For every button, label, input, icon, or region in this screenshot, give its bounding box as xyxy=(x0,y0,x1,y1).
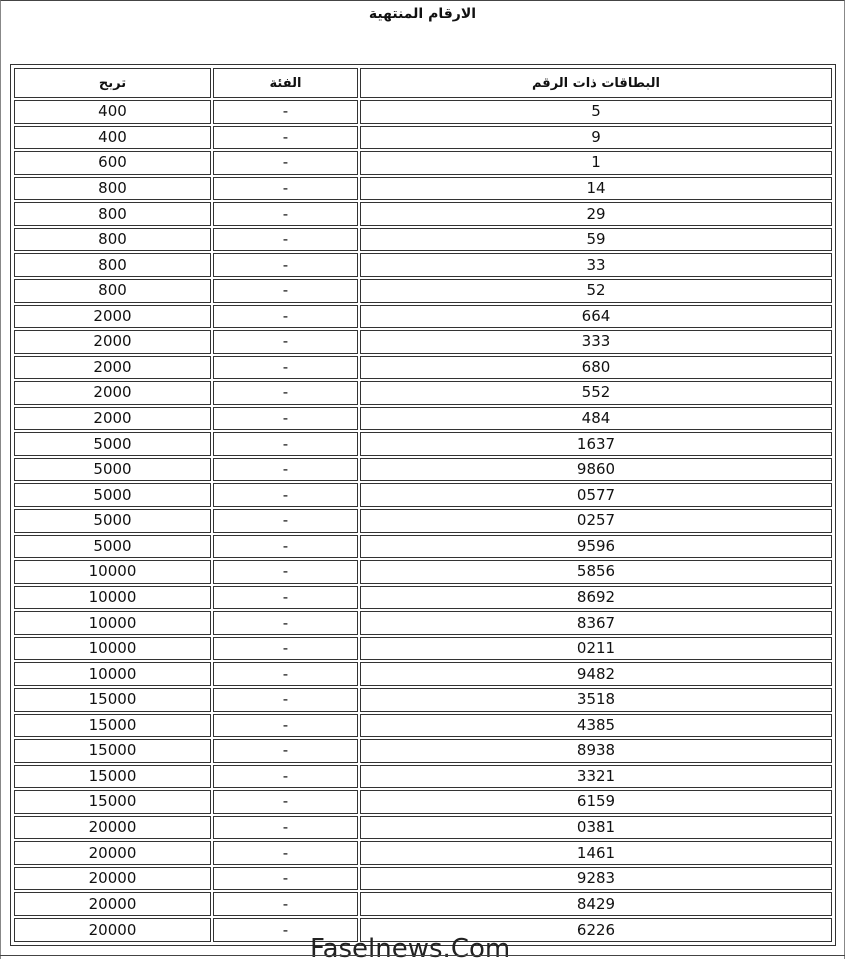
category-cell: - xyxy=(213,253,358,277)
prize-cell: 2000 xyxy=(14,381,211,405)
category-cell: - xyxy=(213,407,358,431)
prize-cell: 800 xyxy=(14,228,211,252)
table-row xyxy=(14,765,832,789)
card-number-cell: 4385 xyxy=(360,714,832,738)
prize-cell: 5000 xyxy=(14,458,211,482)
table-row xyxy=(14,816,832,840)
card-number-cell: 14 xyxy=(360,177,832,201)
card-number-cell: 1 xyxy=(360,151,832,175)
category-cell: - xyxy=(213,509,358,533)
category-cell: - xyxy=(213,535,358,559)
card-number-cell: 0577 xyxy=(360,483,832,507)
table-row xyxy=(14,458,832,482)
table-row xyxy=(14,688,832,712)
table-row xyxy=(14,356,832,380)
prize-cell: 2000 xyxy=(14,330,211,354)
prize-cell: 2000 xyxy=(14,407,211,431)
table-row xyxy=(14,586,832,610)
card-number-cell: 9860 xyxy=(360,458,832,482)
category-cell: - xyxy=(213,662,358,686)
table-row xyxy=(14,100,832,124)
card-number-cell: 9 xyxy=(360,126,832,150)
category-cell: - xyxy=(213,841,358,865)
card-number-cell: 8429 xyxy=(360,892,832,916)
table-row xyxy=(14,841,832,865)
card-number-cell: 29 xyxy=(360,202,832,226)
prize-cell: 800 xyxy=(14,253,211,277)
prize-cell: 800 xyxy=(14,202,211,226)
table-row xyxy=(14,611,832,635)
card-number-cell: 5856 xyxy=(360,560,832,584)
table-row xyxy=(14,381,832,405)
prize-cell: 15000 xyxy=(14,688,211,712)
card-number-cell: 333 xyxy=(360,330,832,354)
prize-cell: 15000 xyxy=(14,714,211,738)
category-cell: - xyxy=(213,867,358,891)
table-row xyxy=(14,202,832,226)
table-row xyxy=(14,228,832,252)
table-row xyxy=(14,126,832,150)
prize-cell: 5000 xyxy=(14,535,211,559)
category-cell: - xyxy=(213,432,358,456)
prize-cell: 400 xyxy=(14,126,211,150)
category-cell: - xyxy=(213,918,358,942)
category-cell: - xyxy=(213,739,358,763)
card-number-cell: 1461 xyxy=(360,841,832,865)
category-cell: - xyxy=(213,177,358,201)
prize-cell: 5000 xyxy=(14,509,211,533)
card-number-cell: 0381 xyxy=(360,816,832,840)
card-number-cell: 680 xyxy=(360,356,832,380)
card-number-cell: 52 xyxy=(360,279,832,303)
prize-cell: 20000 xyxy=(14,892,211,916)
card-number-cell: 9596 xyxy=(360,535,832,559)
table-row xyxy=(14,739,832,763)
table-row xyxy=(14,790,832,814)
prize-cell: 10000 xyxy=(14,662,211,686)
prize-cell: 600 xyxy=(14,151,211,175)
prize-cell: 15000 xyxy=(14,790,211,814)
category-cell: - xyxy=(213,126,358,150)
category-cell: - xyxy=(213,790,358,814)
table-row xyxy=(14,714,832,738)
table-row xyxy=(14,637,832,661)
category-cell: - xyxy=(213,688,358,712)
category-cell: - xyxy=(213,100,358,124)
category-cell: - xyxy=(213,228,358,252)
page-title: الارقام المنتهية xyxy=(368,6,477,22)
card-number-cell: 3518 xyxy=(360,688,832,712)
card-number-cell: 59 xyxy=(360,228,832,252)
card-number-cell: 9283 xyxy=(360,867,832,891)
prize-cell: 5000 xyxy=(14,432,211,456)
prize-cell: 5000 xyxy=(14,483,211,507)
category-cell: - xyxy=(213,892,358,916)
header-category: الفئة xyxy=(213,68,358,98)
card-number-cell: 8367 xyxy=(360,611,832,635)
card-number-cell: 8692 xyxy=(360,586,832,610)
card-number-cell: 484 xyxy=(360,407,832,431)
header-prize: تربح xyxy=(14,68,211,98)
prize-cell: 800 xyxy=(14,177,211,201)
table-header-row xyxy=(14,68,832,98)
prize-cell: 10000 xyxy=(14,611,211,635)
category-cell: - xyxy=(213,330,358,354)
card-number-cell: 1637 xyxy=(360,432,832,456)
prize-cell: 2000 xyxy=(14,305,211,329)
category-cell: - xyxy=(213,816,358,840)
category-cell: - xyxy=(213,611,358,635)
table-row xyxy=(14,330,832,354)
prize-cell: 15000 xyxy=(14,739,211,763)
prize-cell: 20000 xyxy=(14,841,211,865)
table-row xyxy=(14,407,832,431)
card-number-cell: 33 xyxy=(360,253,832,277)
category-cell: - xyxy=(213,151,358,175)
prize-cell: 10000 xyxy=(14,637,211,661)
results-table xyxy=(12,66,834,944)
category-cell: - xyxy=(213,560,358,584)
table-row xyxy=(14,560,832,584)
table-row xyxy=(14,867,832,891)
card-number-cell: 0211 xyxy=(360,637,832,661)
prize-cell: 400 xyxy=(14,100,211,124)
bottom-divider xyxy=(0,955,845,956)
prize-cell: 20000 xyxy=(14,867,211,891)
table-row xyxy=(14,177,832,201)
prize-cell: 2000 xyxy=(14,356,211,380)
category-cell: - xyxy=(213,381,358,405)
prize-cell: 20000 xyxy=(14,918,211,942)
category-cell: - xyxy=(213,586,358,610)
card-number-cell: 664 xyxy=(360,305,832,329)
category-cell: - xyxy=(213,483,358,507)
results-table-container xyxy=(10,64,836,946)
table-row xyxy=(14,662,832,686)
prize-cell: 20000 xyxy=(14,816,211,840)
card-number-cell: 6226 xyxy=(360,918,832,942)
card-number-cell: 3321 xyxy=(360,765,832,789)
table-row xyxy=(14,483,832,507)
category-cell: - xyxy=(213,356,358,380)
card-number-cell: 5 xyxy=(360,100,832,124)
category-cell: - xyxy=(213,765,358,789)
category-cell: - xyxy=(213,637,358,661)
prize-cell: 10000 xyxy=(14,560,211,584)
category-cell: - xyxy=(213,714,358,738)
table-row xyxy=(14,509,832,533)
table-row xyxy=(14,151,832,175)
card-number-cell: 552 xyxy=(360,381,832,405)
category-cell: - xyxy=(213,279,358,303)
card-number-cell: 0257 xyxy=(360,509,832,533)
prize-cell: 800 xyxy=(14,279,211,303)
table-body xyxy=(14,100,832,942)
table-row xyxy=(14,432,832,456)
card-number-cell: 9482 xyxy=(360,662,832,686)
prize-cell: 15000 xyxy=(14,765,211,789)
header-card-number: البطاقات ذات الرقم xyxy=(360,68,832,98)
table-row xyxy=(14,535,832,559)
table-row xyxy=(14,279,832,303)
table-row xyxy=(14,253,832,277)
category-cell: - xyxy=(213,305,358,329)
card-number-cell: 6159 xyxy=(360,790,832,814)
category-cell: - xyxy=(213,458,358,482)
table-row xyxy=(14,892,832,916)
watermark-text: Faselnews.Com xyxy=(310,934,511,964)
category-cell: - xyxy=(213,202,358,226)
card-number-cell: 8938 xyxy=(360,739,832,763)
prize-cell: 10000 xyxy=(14,586,211,610)
table-row xyxy=(14,305,832,329)
